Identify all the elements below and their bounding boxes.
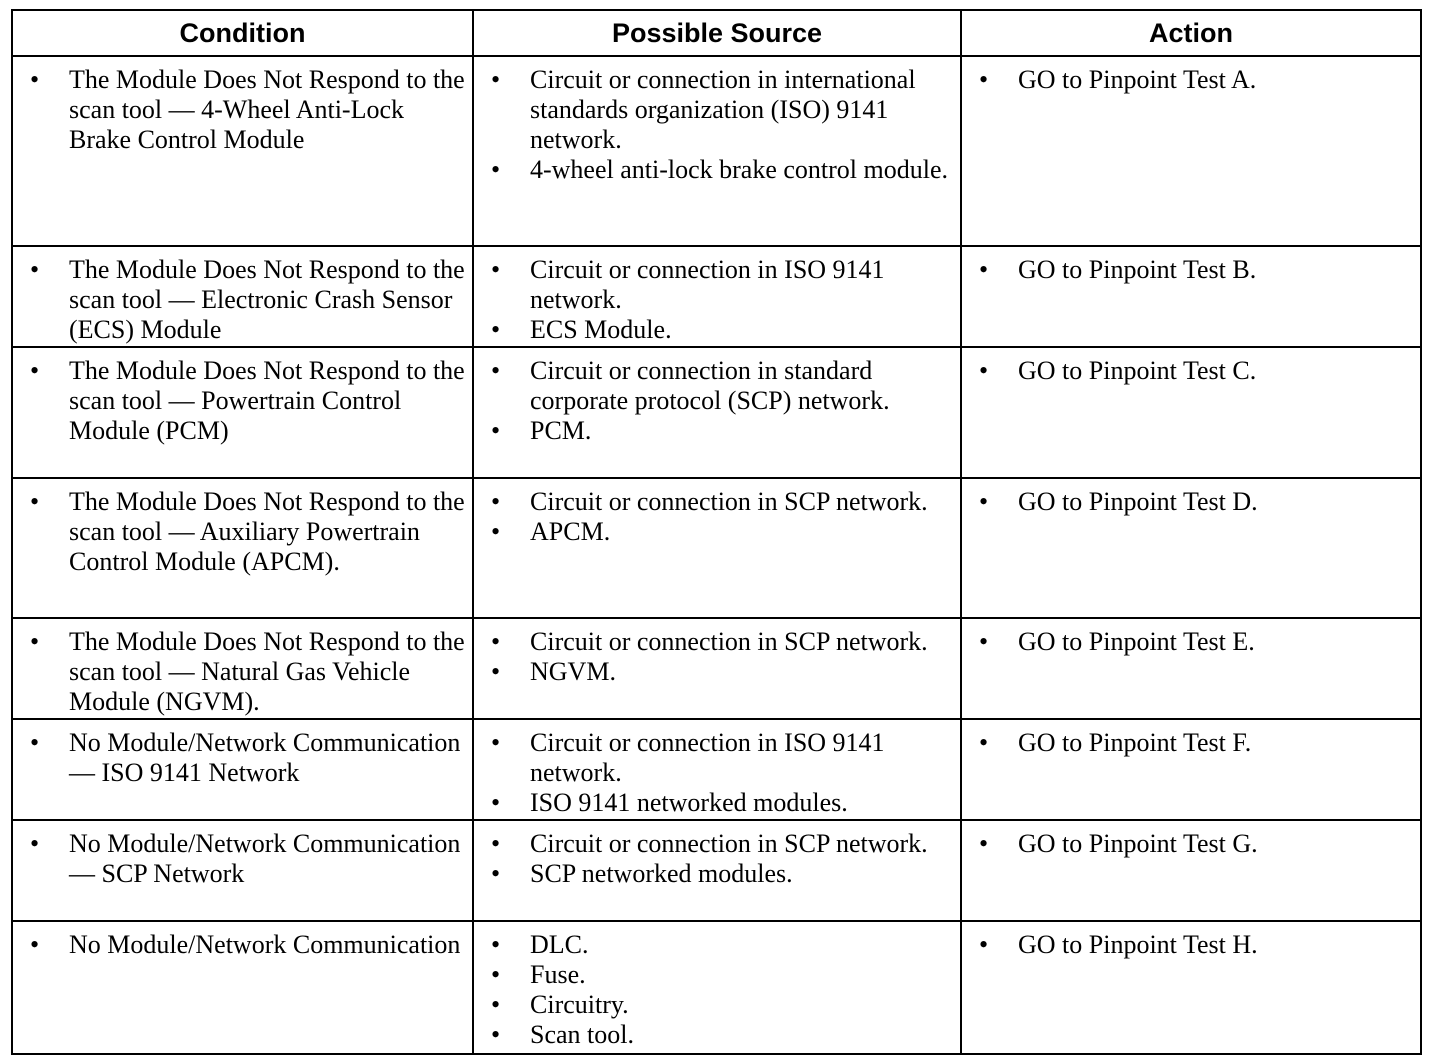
action-cell-list xyxy=(962,57,1420,95)
bullet-item xyxy=(13,627,466,717)
condition-cell xyxy=(12,347,473,478)
bullet-icon: • xyxy=(979,65,989,94)
action-text: GO to Pinpoint Test H. xyxy=(1018,930,1258,959)
action-text: GO to Pinpoint Test G. xyxy=(1018,829,1258,858)
source-cell xyxy=(473,618,961,719)
table-row xyxy=(12,347,1421,478)
bullet-text: Circuit or connection in international standards organization (ISO) 9141 network. xyxy=(530,65,916,154)
action-cell-list xyxy=(962,922,1420,960)
bullet-item xyxy=(474,788,954,818)
bullet-icon: • xyxy=(979,356,989,385)
condition-cell-list xyxy=(13,348,472,446)
bullet-icon: • xyxy=(979,487,989,516)
bullet-icon: • xyxy=(491,859,501,888)
bullet-item xyxy=(13,930,466,960)
bullet-text: ISO 9141 networked modules. xyxy=(530,788,848,817)
bullet-icon: • xyxy=(491,155,501,184)
condition-cell xyxy=(12,618,473,719)
condition-cell-list xyxy=(13,57,472,155)
bullet-icon: • xyxy=(491,315,501,344)
bullet-item xyxy=(962,356,1414,386)
source-cell-list xyxy=(474,57,960,185)
bullet-icon: • xyxy=(979,627,989,656)
condition-cell xyxy=(12,820,473,921)
bullet-icon: • xyxy=(30,356,40,385)
bullet-icon: • xyxy=(979,829,989,858)
condition-cell-list xyxy=(13,720,472,788)
action-text: GO to Pinpoint Test C. xyxy=(1018,356,1257,385)
bullet-text: The Module Does Not Respond to the scan tool — Electronic Crash Sensor (ECS) Module xyxy=(69,255,465,344)
source-cell-list xyxy=(474,247,960,345)
bullet-text: No Module/Network Communication — SCP Network xyxy=(69,829,461,888)
bullet-icon: • xyxy=(30,65,40,94)
bullet-item xyxy=(474,487,954,517)
condition-cell xyxy=(12,246,473,347)
action-cell-list xyxy=(962,348,1420,386)
bullet-text: Fuse. xyxy=(530,960,586,989)
bullet-item xyxy=(474,859,954,889)
condition-cell xyxy=(12,719,473,820)
bullet-icon: • xyxy=(491,487,501,516)
source-cell-list xyxy=(474,479,960,547)
bullet-icon: • xyxy=(491,65,501,94)
bullet-item xyxy=(474,65,954,155)
bullet-item xyxy=(474,960,954,990)
bullet-item xyxy=(962,728,1414,758)
bullet-text: Circuit or connection in SCP network. xyxy=(530,627,928,656)
bullet-text: The Module Does Not Respond to the scan tool — Auxiliary Powertrain Control Module (APCM). xyxy=(69,487,465,576)
condition-cell-list xyxy=(13,619,472,717)
bullet-text: Circuit or connection in standard corporate protocol (SCP) network. xyxy=(530,356,890,415)
condition-cell-list xyxy=(13,247,472,345)
bullet-text: DLC. xyxy=(530,930,589,959)
bullet-text: PCM. xyxy=(530,416,592,445)
header-action: Action xyxy=(961,10,1421,56)
table-row xyxy=(12,618,1421,719)
bullet-icon: • xyxy=(491,990,501,1019)
action-text: GO to Pinpoint Test D. xyxy=(1018,487,1258,516)
bullet-item xyxy=(13,356,466,446)
source-cell xyxy=(473,719,961,820)
bullet-icon: • xyxy=(491,255,501,284)
bullet-text: No Module/Network Communication — ISO 9141 Network xyxy=(69,728,461,787)
action-cell xyxy=(961,56,1421,246)
action-text: GO to Pinpoint Test F. xyxy=(1018,728,1252,757)
diagnostic-table xyxy=(11,9,1422,1055)
source-cell xyxy=(473,820,961,921)
bullet-item xyxy=(962,487,1414,517)
bullet-icon: • xyxy=(30,627,40,656)
header-row xyxy=(12,10,1421,56)
source-cell-list xyxy=(474,821,960,889)
action-cell xyxy=(961,719,1421,820)
source-cell xyxy=(473,921,961,1054)
table-row xyxy=(12,478,1421,618)
bullet-icon: • xyxy=(30,829,40,858)
action-cell-list xyxy=(962,479,1420,517)
source-cell-list xyxy=(474,348,960,446)
bullet-text: Circuit or connection in SCP network. xyxy=(530,487,928,516)
bullet-icon: • xyxy=(979,728,989,757)
bullet-text: Circuit or connection in SCP network. xyxy=(530,829,928,858)
source-cell-list xyxy=(474,619,960,687)
bullet-icon: • xyxy=(30,728,40,757)
bullet-item xyxy=(474,155,954,185)
bullet-icon: • xyxy=(491,930,501,959)
bullet-item xyxy=(13,728,466,788)
bullet-text: ECS Module. xyxy=(530,315,672,344)
action-text: GO to Pinpoint Test E. xyxy=(1018,627,1255,656)
bullet-item xyxy=(474,416,954,446)
table-row xyxy=(12,820,1421,921)
bullet-item xyxy=(962,829,1414,859)
bullet-item xyxy=(474,356,954,416)
bullet-text: The Module Does Not Respond to the scan tool — Natural Gas Vehicle Module (NGVM). xyxy=(69,627,465,716)
bullet-icon: • xyxy=(979,255,989,284)
bullet-item xyxy=(474,728,954,788)
bullet-text: NGVM. xyxy=(530,657,616,686)
bullet-item xyxy=(474,517,954,547)
action-cell xyxy=(961,921,1421,1054)
bullet-icon: • xyxy=(491,788,501,817)
header-possible-source: Possible Source xyxy=(473,10,961,56)
table-row xyxy=(12,56,1421,246)
condition-cell xyxy=(12,921,473,1054)
action-cell-list xyxy=(962,247,1420,285)
action-text: GO to Pinpoint Test A. xyxy=(1018,65,1257,94)
source-cell-list xyxy=(474,922,960,1050)
source-cell xyxy=(473,478,961,618)
source-cell xyxy=(473,56,961,246)
bullet-text: Circuitry. xyxy=(530,990,629,1019)
bullet-item xyxy=(474,990,954,1020)
bullet-text: Scan tool. xyxy=(530,1020,634,1049)
bullet-text: The Module Does Not Respond to the scan tool — 4-Wheel Anti-Lock Brake Control Module xyxy=(69,65,465,154)
bullet-icon: • xyxy=(491,416,501,445)
action-cell xyxy=(961,478,1421,618)
header-condition: Condition xyxy=(12,10,473,56)
action-cell xyxy=(961,246,1421,347)
bullet-item xyxy=(474,315,954,345)
bullet-item xyxy=(962,65,1414,95)
bullet-item xyxy=(962,255,1414,285)
bullet-item xyxy=(474,1020,954,1050)
bullet-icon: • xyxy=(491,960,501,989)
bullet-text: No Module/Network Communication xyxy=(69,930,461,959)
action-cell xyxy=(961,347,1421,478)
bullet-icon: • xyxy=(491,627,501,656)
action-cell-list xyxy=(962,619,1420,657)
bullet-item xyxy=(962,930,1414,960)
bullet-item xyxy=(13,255,466,345)
source-cell xyxy=(473,347,961,478)
condition-cell xyxy=(12,56,473,246)
bullet-icon: • xyxy=(979,930,989,959)
bullet-item xyxy=(474,255,954,315)
bullet-icon: • xyxy=(491,356,501,385)
source-cell-list xyxy=(474,720,960,818)
bullet-text: 4-wheel anti-lock brake control module. xyxy=(530,155,949,184)
bullet-item xyxy=(13,65,466,155)
condition-cell-list xyxy=(13,922,472,960)
bullet-icon: • xyxy=(491,657,501,686)
bullet-item xyxy=(962,627,1414,657)
action-cell xyxy=(961,618,1421,719)
bullet-item xyxy=(13,829,466,889)
bullet-item xyxy=(474,930,954,960)
action-cell-list xyxy=(962,821,1420,859)
table-row xyxy=(12,246,1421,347)
bullet-item xyxy=(474,829,954,859)
bullet-item xyxy=(13,487,466,577)
condition-cell xyxy=(12,478,473,618)
condition-cell-list xyxy=(13,479,472,577)
source-cell xyxy=(473,246,961,347)
bullet-text: Circuit or connection in ISO 9141 network. xyxy=(530,255,885,314)
bullet-text: Circuit or connection in ISO 9141 network. xyxy=(530,728,885,787)
bullet-icon: • xyxy=(30,255,40,284)
bullet-icon: • xyxy=(491,728,501,757)
action-text: GO to Pinpoint Test B. xyxy=(1018,255,1257,284)
bullet-text: The Module Does Not Respond to the scan tool — Powertrain Control Module (PCM) xyxy=(69,356,465,445)
bullet-text: APCM. xyxy=(530,517,611,546)
bullet-icon: • xyxy=(30,930,40,959)
condition-cell-list xyxy=(13,821,472,889)
action-cell-list xyxy=(962,720,1420,758)
bullet-item xyxy=(474,657,954,687)
bullet-icon: • xyxy=(491,517,501,546)
table-row xyxy=(12,921,1421,1054)
action-cell xyxy=(961,820,1421,921)
bullet-text: SCP networked modules. xyxy=(530,859,793,888)
bullet-item xyxy=(474,627,954,657)
bullet-icon: • xyxy=(491,1020,501,1049)
bullet-icon: • xyxy=(491,829,501,858)
table-row xyxy=(12,719,1421,820)
bullet-icon: • xyxy=(30,487,40,516)
